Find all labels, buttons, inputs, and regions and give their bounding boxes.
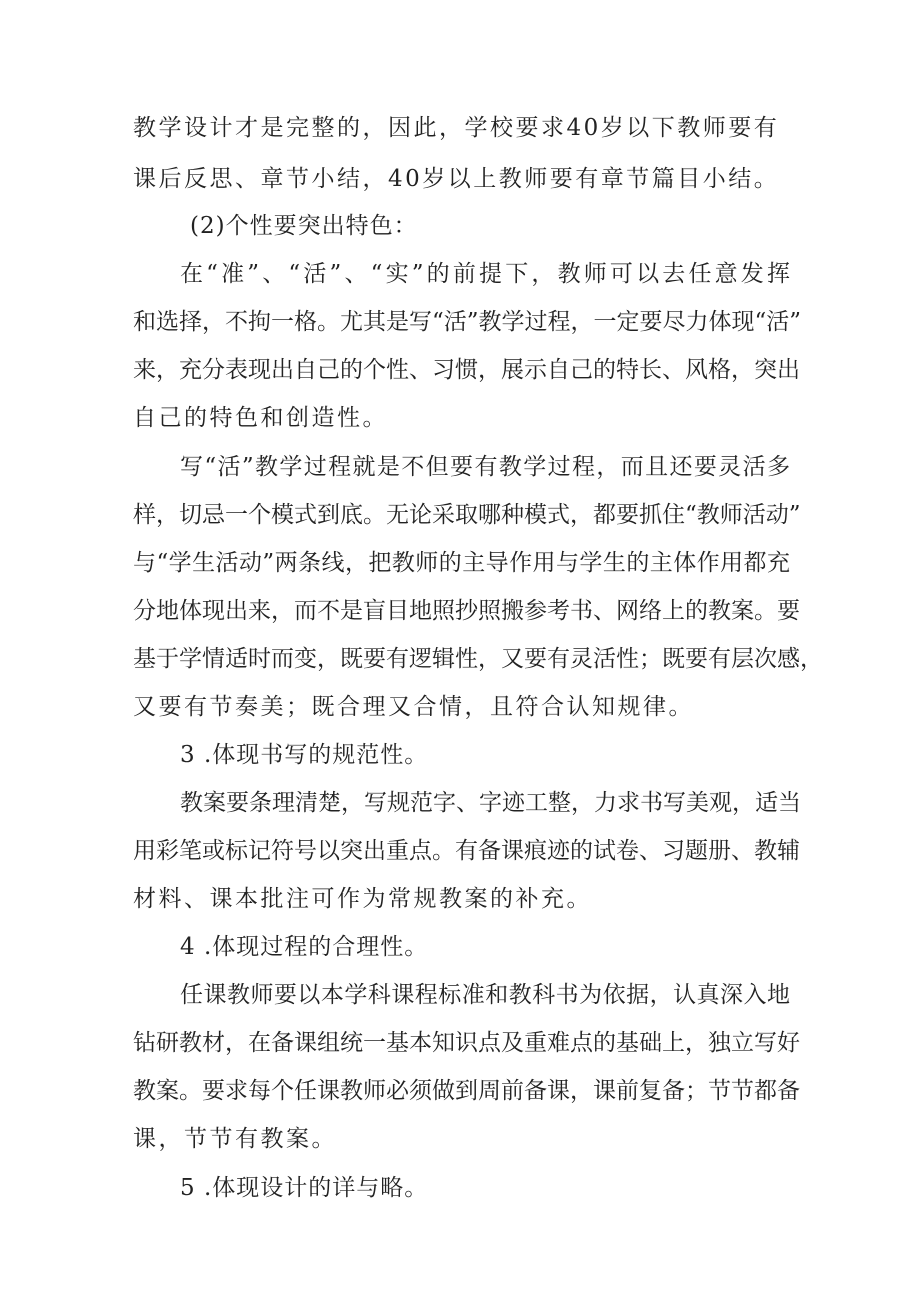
paragraph-line: 在“准”、“活”、“实”的前提下，教师可以去任意发挥 (180, 261, 790, 287)
paragraph-line: 分地体现出来，而不是盲目地照抄照搬参考书、网络上的教案。要 (133, 598, 800, 624)
paragraph-line: 写“活”教学过程就是不但要有教学过程，而且还要灵活多 (180, 454, 790, 480)
paragraph-line: 用彩笔或标记符号以突出重点。有备课痕迹的试卷、习题册、教辅 (133, 838, 800, 864)
paragraph-line: 与“学生活动”两条线，把教师的主导作用与学生的主体作用都充 (133, 550, 790, 576)
paragraph-line: 又要有节奏美；既合理又合情，且符合认知规律。 (133, 694, 694, 720)
paragraph-line: 课后反思、章节小结，40岁以上教师要有章节篇目小结。 (133, 166, 780, 192)
paragraph-line: 教案。要求每个任课教师必须做到周前备课，课前复备；节节都备 (133, 1078, 800, 1104)
section-heading: 3 .体现书写的规范性。 (180, 742, 429, 768)
paragraph-line: 基于学情适时而变，既要有逻辑性，又要有灵活性；既要有层次感， (133, 646, 823, 672)
paragraph-line: 任课教师要以本学科课程标准和教科书为依据，认真深入地 (180, 982, 790, 1008)
paragraph-line: 来，充分表现出自己的个性、习惯，展示自己的特长、风格，突出 (133, 357, 800, 383)
section-heading: (2)个性要突出特色： (190, 213, 418, 239)
paragraph-line: 样，切忌一个模式到底。无论采取哪种模式，都要抓住“教师活动” (133, 502, 801, 528)
paragraph-line: 钻研教材，在备课组统一基本知识点及重难点的基础上，独立写好 (133, 1030, 800, 1056)
section-heading: 4 .体现过程的合理性。 (180, 934, 429, 960)
paragraph-line: 课，节节有教案。 (133, 1126, 337, 1152)
section-heading: 5 .体现设计的详与略。 (180, 1175, 429, 1201)
paragraph-line: 自己的特色和创造性。 (133, 405, 388, 431)
paragraph-line: 材料、课本批注可作为常规教案的补充。 (133, 886, 592, 912)
paragraph-line: 和选择，不拘一格。尤其是写“活”教学过程，一定要尽力体现“活” (133, 309, 802, 335)
paragraph-line: 教案要条理清楚，写规范字、字迹工整，力求书写美观，适当 (180, 790, 801, 816)
paragraph-line: 教学设计才是完整的，因此，学校要求40岁以下教师要有 (133, 115, 780, 141)
